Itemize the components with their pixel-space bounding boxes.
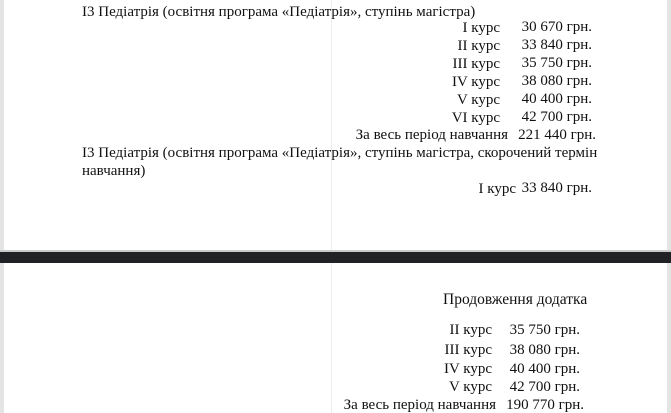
course-price: 33 840 грн.: [521, 180, 592, 196]
course-label: V курс: [456, 92, 500, 108]
course-label: І курс: [478, 181, 516, 197]
page-crease: [331, 263, 332, 413]
course-label: V курс: [448, 379, 492, 395]
total-price: 190 770 грн.: [506, 397, 584, 413]
course-label: ІІ курс: [457, 38, 500, 54]
page-edge-right: [667, 0, 671, 252]
course-price: 38 080 грн.: [521, 73, 592, 89]
course-label: І курс: [462, 20, 500, 36]
course-label: ІІІ курс: [452, 56, 500, 72]
appendix-continuation-title: Продовження додатка: [443, 291, 588, 308]
course-price: 38 080 грн.: [509, 342, 580, 358]
section-heading-pediatrics-shortened: І3 Педіатрія (освітня програма «Педіатрія», ступінь магістра, скорочений термін навчання): [82, 145, 598, 179]
total-label: За весь період навчання: [355, 127, 508, 143]
page-separator: [0, 252, 671, 263]
course-label: ІІІ курс: [444, 342, 492, 358]
course-label: IV курс: [451, 74, 500, 90]
page-edge-left: [0, 0, 4, 252]
course-label: VI курс: [451, 110, 500, 126]
course-price: 42 700 грн.: [509, 379, 580, 395]
section-heading-pediatrics: І3 Педіатрія (освітня програма «Педіатрія», ступінь магістра): [82, 4, 476, 20]
course-price: 42 700 грн.: [521, 109, 592, 125]
page-edge-left: [0, 263, 4, 413]
total-label: За весь період навчання: [343, 397, 496, 413]
course-price: 33 840 грн.: [521, 37, 592, 53]
course-price: 35 750 грн.: [521, 55, 592, 71]
course-label: ІІ курс: [449, 322, 492, 338]
page-edge-right: [667, 263, 671, 413]
course-price: 30 670 грн.: [521, 19, 592, 35]
course-label: IV курс: [443, 361, 492, 377]
document-page-bottom: [0, 263, 671, 413]
course-price: 40 400 грн.: [521, 91, 592, 107]
course-price: 35 750 грн.: [509, 322, 580, 338]
course-price: 40 400 грн.: [509, 361, 580, 377]
total-price: 221 440 грн.: [518, 127, 596, 143]
